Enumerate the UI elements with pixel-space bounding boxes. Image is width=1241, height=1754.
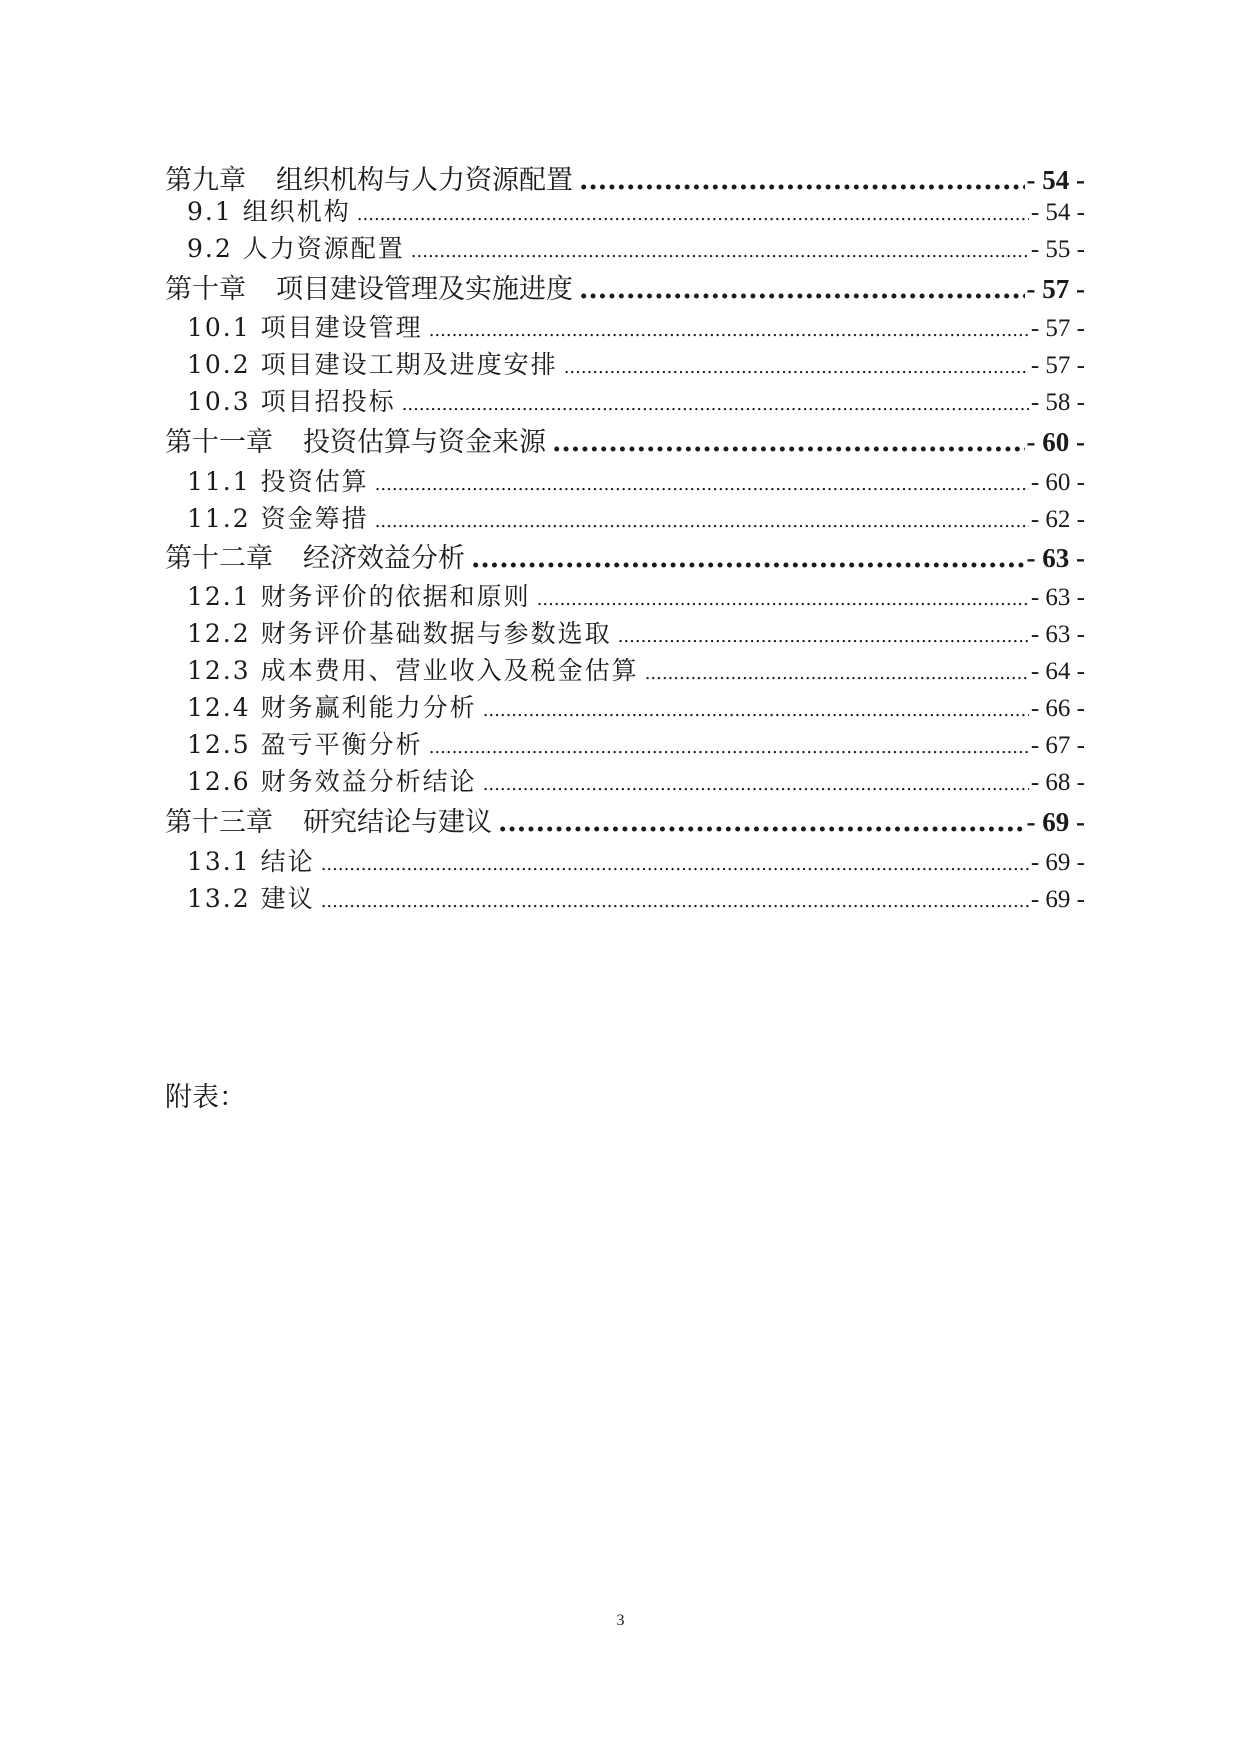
toc-entry-number: 第十一章 [165, 427, 273, 458]
toc-entry-number: 9.2 [187, 234, 233, 263]
toc-entry-number: 12.6 [187, 767, 251, 796]
toc-dot-leader [402, 394, 1029, 415]
toc-page-number: - 66 - [1030, 695, 1085, 722]
toc-chapter-entry[interactable] [165, 267, 1085, 307]
toc-entry-title: 资金筹措 [260, 504, 369, 533]
toc-page-number: - 57 - [1026, 274, 1085, 304]
toc-dot-leader [564, 357, 1029, 378]
toc-entry-number: 12.2 [187, 619, 251, 648]
toc-entry-number: 第十三章 [165, 807, 273, 838]
toc-chapter-entry[interactable] [165, 800, 1085, 840]
toc-entry-number: 12.4 [187, 693, 251, 722]
toc-section-entry[interactable] [187, 229, 1085, 269]
toc-page-number: - 63 - [1030, 621, 1085, 648]
toc-page-number: - 57 - [1030, 315, 1085, 342]
toc-entry-title: 财务评价基础数据与参数选取 [260, 619, 612, 648]
toc-entry-title: 项目招投标 [260, 387, 396, 416]
toc-entry-number: 12.5 [187, 730, 251, 759]
toc-entry-title: 人力资源配置 [242, 234, 405, 263]
page-number: 3 [616, 1612, 625, 1629]
toc-dot-leader [429, 737, 1029, 758]
toc-page-number: - 67 - [1030, 732, 1085, 759]
toc-dot-leader [645, 663, 1029, 684]
toc-dot-leader [483, 700, 1029, 721]
toc-section-entry[interactable] [187, 614, 1085, 654]
toc-entry-title: 投资估算 [260, 467, 369, 496]
toc-page-number: - 64 - [1030, 658, 1085, 685]
toc-dot-leader [471, 543, 1025, 574]
toc-chapter-entry[interactable] [165, 536, 1085, 576]
toc-entry-number: 11.1 [187, 467, 251, 496]
toc-entry-title: 项目建设管理 [260, 313, 423, 342]
toc-section-entry[interactable] [187, 345, 1085, 385]
toc-entry-number: 9.1 [187, 197, 233, 226]
toc-dot-leader [498, 807, 1025, 838]
toc-dot-leader [357, 204, 1029, 225]
toc-entry-title: 投资估算与资金来源 [303, 427, 546, 458]
toc-page-number: - 60 - [1026, 427, 1085, 457]
toc-section-entry[interactable] [187, 499, 1085, 539]
toc-entry-number: 10.1 [187, 313, 251, 342]
toc-dot-leader [321, 891, 1029, 912]
toc-page-number: - 69 - [1030, 886, 1085, 913]
toc-entry-title: 项目建设管理及实施进度 [276, 274, 573, 305]
toc-entry-title: 建议 [260, 884, 315, 913]
toc-dot-leader [579, 274, 1025, 305]
toc-entry-title: 经济效益分析 [303, 543, 465, 574]
toc-dot-leader [375, 511, 1029, 532]
toc-section-entry[interactable] [187, 651, 1085, 691]
toc-chapter-entry[interactable] [165, 420, 1085, 460]
toc-section-entry[interactable] [187, 842, 1085, 882]
toc-entry-title: 研究结论与建议 [303, 807, 492, 838]
toc-section-entry[interactable] [187, 382, 1085, 422]
toc-page-number: - 69 - [1026, 807, 1085, 837]
toc-entry-title: 组织机构 [242, 197, 351, 226]
toc-dot-leader [618, 626, 1029, 647]
toc-page-number: - 60 - [1030, 469, 1085, 496]
toc-dot-leader [429, 320, 1029, 341]
toc-entry-title: 财务效益分析结论 [260, 767, 477, 796]
toc-page-number: - 57 - [1030, 352, 1085, 379]
toc-entry-number: 12.3 [187, 656, 251, 685]
toc-entry-number: 10.3 [187, 387, 251, 416]
toc-entry-number: 第十二章 [165, 543, 273, 574]
toc-entry-title: 组织机构与人力资源配置 [276, 165, 573, 196]
toc-entry-number: 10.2 [187, 350, 251, 379]
toc-section-entry[interactable] [187, 688, 1085, 728]
toc-dot-leader [411, 241, 1029, 262]
toc-entry-number: 第十章 [165, 274, 246, 305]
toc-entry-title: 成本费用、营业收入及税金估算 [260, 656, 639, 685]
toc-dot-leader [552, 427, 1025, 458]
toc-page-number: - 55 - [1030, 236, 1085, 263]
toc-page-number: - 62 - [1030, 506, 1085, 533]
toc-page-number: - 68 - [1030, 769, 1085, 796]
toc-entry-title: 盈亏平衡分析 [260, 730, 423, 759]
toc-entry-number: 13.2 [187, 884, 251, 913]
toc-page-number: - 63 - [1026, 543, 1085, 573]
toc-entry-number: 13.1 [187, 847, 251, 876]
toc-page-number: - 54 - [1030, 199, 1085, 226]
toc-dot-leader [375, 474, 1029, 495]
toc-page-number: - 54 - [1026, 165, 1085, 195]
toc-dot-leader [537, 589, 1029, 610]
appendix-label: 附表： [165, 1082, 246, 1113]
toc-section-entry[interactable] [187, 577, 1085, 617]
toc-entry-number: 12.1 [187, 582, 251, 611]
toc-entry-number: 第九章 [165, 165, 246, 196]
toc-entry-title: 财务评价的依据和原则 [260, 582, 531, 611]
toc-section-entry[interactable] [187, 462, 1085, 502]
toc-entry-title: 结论 [260, 847, 315, 876]
toc-page-number: - 69 - [1030, 849, 1085, 876]
toc-dot-leader [483, 774, 1029, 795]
toc-entry-title: 项目建设工期及进度安排 [260, 350, 558, 379]
toc-page-number: - 63 - [1030, 584, 1085, 611]
toc-entry-number: 11.2 [187, 504, 251, 533]
toc-section-entry[interactable] [187, 879, 1085, 919]
toc-page-number: - 58 - [1030, 389, 1085, 416]
toc-section-entry[interactable] [187, 192, 1085, 232]
toc-dot-leader [321, 854, 1029, 875]
toc-entry-title: 财务赢利能力分析 [260, 693, 477, 722]
toc-section-entry[interactable] [187, 308, 1085, 348]
toc-section-entry[interactable] [187, 762, 1085, 802]
toc-section-entry[interactable] [187, 725, 1085, 765]
